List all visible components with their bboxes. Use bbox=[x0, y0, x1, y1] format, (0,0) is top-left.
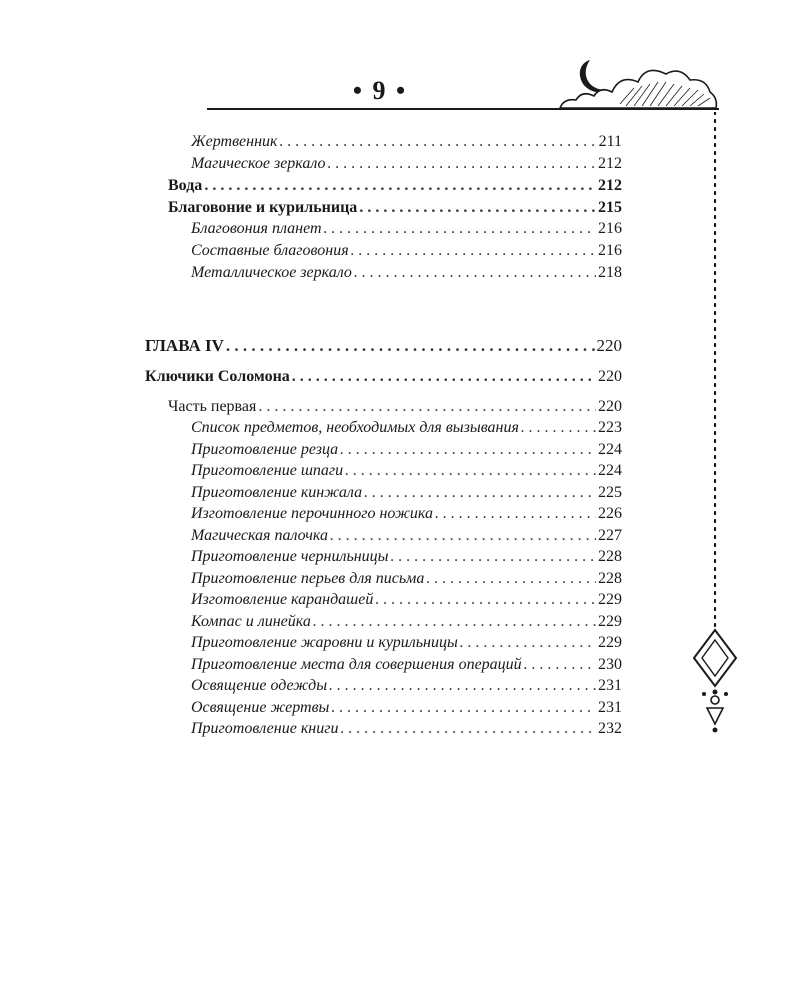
toc-entry-page: 229 bbox=[598, 591, 622, 608]
toc-entry-label: Жертвенник bbox=[191, 133, 278, 150]
toc-entry-page: 232 bbox=[598, 720, 622, 737]
toc-entry bbox=[191, 655, 622, 675]
toc-entry-label: Приготовление книги bbox=[191, 720, 339, 737]
toc-leader-dots bbox=[329, 676, 596, 696]
toc-entry-label: Вода bbox=[168, 177, 203, 194]
toc-entry-page: 229 bbox=[598, 613, 622, 630]
toc-section-page: 220 bbox=[598, 368, 622, 385]
toc-chapter-label: ГЛАВА IV bbox=[145, 336, 224, 355]
toc-entry-page: 212 bbox=[598, 155, 622, 172]
toc-entry bbox=[191, 263, 622, 283]
toc-chapter-page: 220 bbox=[596, 336, 622, 355]
toc-leader-dots bbox=[460, 633, 596, 653]
page-number: • 9 • bbox=[352, 76, 408, 105]
toc-entry bbox=[191, 504, 622, 524]
toc-entry-page: 230 bbox=[598, 656, 622, 673]
toc-entry-label: Приготовление места для совершения операций bbox=[191, 656, 522, 673]
toc-entry bbox=[191, 698, 622, 718]
toc-entry-page: 227 bbox=[598, 527, 622, 544]
toc-entry-page: 224 bbox=[598, 462, 622, 479]
toc-leader-dots bbox=[521, 418, 596, 438]
toc-entry bbox=[191, 219, 622, 239]
toc-leader-dots bbox=[354, 263, 596, 283]
toc-leader-dots bbox=[330, 526, 596, 546]
toc-leader-dots bbox=[524, 655, 596, 675]
toc-entry-page: 216 bbox=[598, 220, 622, 237]
toc-leader-dots bbox=[280, 132, 597, 152]
toc-entry bbox=[191, 526, 622, 546]
toc-entry-label: Приготовление жаровни и курильницы bbox=[191, 634, 458, 651]
toc-leader-dots bbox=[324, 219, 596, 239]
toc-chapter bbox=[145, 336, 622, 356]
toc-leader-dots bbox=[345, 461, 596, 481]
toc-entry-label: Магическое зеркало bbox=[191, 155, 326, 172]
toc-leader-dots bbox=[340, 719, 596, 739]
toc-leader-dots bbox=[351, 241, 596, 261]
toc-entry bbox=[191, 132, 622, 152]
toc-leader-dots bbox=[426, 569, 596, 589]
toc-entry bbox=[191, 483, 622, 503]
toc-leader-dots bbox=[328, 154, 596, 174]
toc-entry bbox=[191, 461, 622, 481]
toc-entry-page: 226 bbox=[598, 505, 622, 522]
toc-part-page: 220 bbox=[598, 398, 622, 415]
toc-section bbox=[145, 367, 622, 387]
toc-entry-label: Приготовление резца bbox=[191, 441, 339, 458]
toc-part bbox=[168, 397, 622, 417]
toc-entry-page: 228 bbox=[598, 570, 622, 587]
toc-entry-label: Компас и линейка bbox=[191, 613, 311, 630]
toc-entry bbox=[191, 590, 622, 610]
toc-entry-page: 223 bbox=[598, 419, 622, 436]
toc-leader-dots bbox=[340, 440, 596, 460]
toc-entry bbox=[191, 547, 622, 567]
toc-entry-page: 212 bbox=[598, 177, 622, 194]
toc-entry-label: Магическая палочка bbox=[191, 527, 328, 544]
toc-leader-dots bbox=[313, 612, 596, 632]
toc-entry bbox=[191, 241, 622, 261]
toc-entry bbox=[168, 176, 622, 196]
toc-entry-label: Металлическое зеркало bbox=[191, 264, 352, 281]
toc-entry-label: Изготовление карандашей bbox=[191, 591, 374, 608]
toc-section-label: Ключики Соломона bbox=[145, 368, 290, 385]
toc-leader-dots bbox=[331, 698, 596, 718]
toc-entry-label: Благовония планет bbox=[191, 220, 322, 237]
toc-part-label: Часть первая bbox=[168, 398, 257, 415]
toc-entry-page: 231 bbox=[598, 699, 622, 716]
toc-entry-label: Приготовление чернильницы bbox=[191, 548, 389, 565]
toc-entry-label: Приготовление шпаги bbox=[191, 462, 344, 479]
toc-leader-dots bbox=[226, 336, 595, 356]
toc-entry bbox=[191, 633, 622, 653]
toc-entry bbox=[191, 154, 622, 174]
toc-entry bbox=[191, 676, 622, 696]
toc-entry-page: 218 bbox=[598, 264, 622, 281]
toc-entry-label: Благовоние и курильница bbox=[168, 199, 358, 216]
toc-leader-dots bbox=[204, 176, 596, 196]
toc-entry-label: Освящение жертвы bbox=[191, 699, 330, 716]
toc-leader-dots bbox=[258, 397, 596, 417]
toc-entry bbox=[191, 719, 622, 739]
toc-entry-page: 215 bbox=[598, 199, 622, 216]
toc-entry-page: 211 bbox=[598, 133, 622, 150]
toc-entry-label: Составные благовония bbox=[191, 242, 349, 259]
toc-leader-dots bbox=[435, 504, 596, 524]
toc-leader-dots bbox=[359, 198, 596, 218]
toc-entry bbox=[191, 612, 622, 632]
toc-entry-label: Список предметов, необходимых для вызывания bbox=[191, 419, 519, 436]
toc-entry-label: Освящение одежды bbox=[191, 677, 328, 694]
toc-leader-dots bbox=[391, 547, 596, 567]
toc-entry-label: Изготовление перочинного ножика bbox=[191, 505, 433, 522]
toc-entry-page: 228 bbox=[598, 548, 622, 565]
toc-entry bbox=[168, 198, 622, 218]
toc-leader-dots bbox=[364, 483, 596, 503]
toc-entry bbox=[191, 418, 622, 438]
toc-entry-label: Приготовление кинжала bbox=[191, 484, 363, 501]
toc-entry bbox=[191, 569, 622, 589]
toc-entry-page: 231 bbox=[598, 677, 622, 694]
toc-entry-page: 225 bbox=[598, 484, 622, 501]
toc-entry-page: 229 bbox=[598, 634, 622, 651]
toc-entry-page: 216 bbox=[598, 242, 622, 259]
toc-leader-dots bbox=[292, 367, 596, 387]
toc-entry-label: Приготовление перьев для письма bbox=[191, 570, 425, 587]
toc-entry bbox=[191, 440, 622, 460]
toc-leader-dots bbox=[375, 590, 596, 610]
toc-entry-page: 224 bbox=[598, 441, 622, 458]
